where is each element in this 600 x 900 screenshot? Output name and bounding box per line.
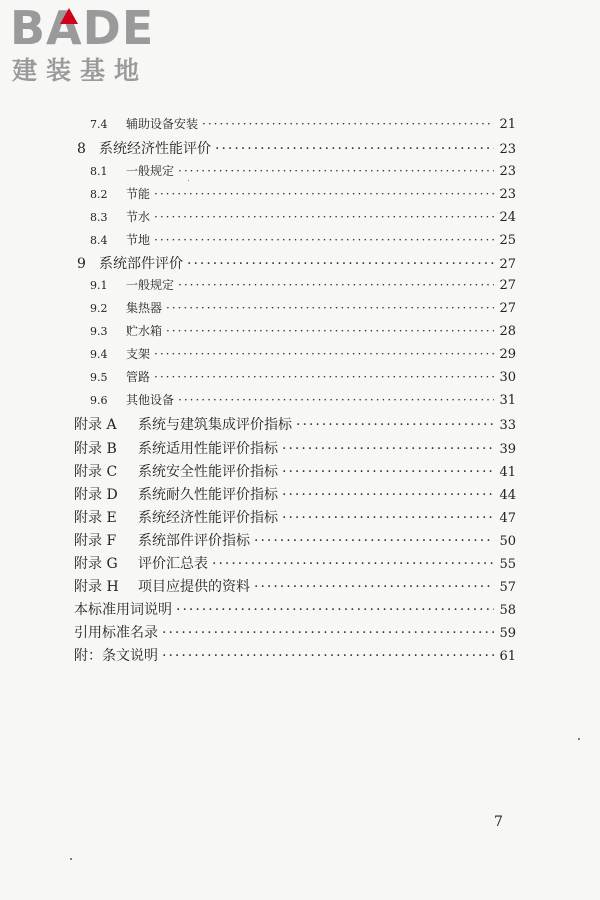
toc-title: 系统适用性能评价指标: [138, 441, 278, 457]
toc-page: 59: [499, 626, 516, 641]
toc-title: 一般规定: [126, 278, 175, 292]
toc-row[interactable]: [90, 276, 516, 296]
toc-page: 24: [499, 210, 516, 225]
toc-number: 8.2: [90, 188, 108, 201]
toc-leader: [154, 370, 494, 384]
toc-page: 55: [499, 557, 516, 572]
toc-page: 58: [499, 603, 516, 618]
toc-row[interactable]: [74, 414, 516, 434]
toc-row[interactable]: [74, 484, 516, 504]
toc-page: 23: [499, 164, 516, 179]
toc-leader: [162, 648, 494, 664]
toc-page: 23: [499, 187, 516, 202]
toc-page: 47: [499, 511, 516, 526]
toc-row[interactable]: [74, 553, 516, 573]
toc-row[interactable]: [74, 461, 516, 481]
toc-title: 引用标准名录: [74, 625, 158, 641]
toc-page: 27: [499, 278, 516, 293]
toc-number: 7.4: [90, 118, 108, 131]
toc-title: 系统部件评价: [99, 256, 183, 272]
toc-row[interactable]: [74, 645, 516, 665]
toc-number: 附录 H: [74, 579, 119, 595]
toc-title: 辅助设备安装: [126, 117, 199, 131]
toc-row[interactable]: [90, 185, 516, 205]
toc-row[interactable]: [74, 530, 516, 550]
scan-speck: [188, 180, 189, 181]
toc-row[interactable]: [77, 253, 516, 273]
toc-title: 系统部件评价指标: [138, 533, 250, 549]
toc-title: 支架: [126, 347, 151, 361]
toc-row[interactable]: [77, 138, 516, 158]
toc-row[interactable]: [90, 208, 516, 228]
toc-page: 57: [499, 580, 516, 595]
toc-title: 本标准用词说明: [74, 602, 172, 618]
toc-row[interactable]: [90, 115, 516, 135]
toc-leader: [282, 441, 494, 457]
toc-leader: [254, 533, 494, 549]
logo-word: BADE: [10, 1, 155, 55]
toc-leader: [166, 301, 494, 315]
toc-row[interactable]: [90, 368, 516, 388]
toc-leader: [176, 602, 494, 618]
toc-row[interactable]: [90, 322, 516, 342]
toc-number: 9.3: [90, 325, 108, 338]
toc-title: 管路: [126, 370, 151, 384]
scan-speck: [70, 858, 72, 860]
toc-number: 附录 E: [74, 510, 117, 526]
toc-number: 8.3: [90, 211, 108, 224]
toc-leader: [154, 233, 494, 247]
toc-leader: [282, 487, 494, 503]
toc-title: 项目应提供的资料: [138, 579, 250, 595]
bade-logo: [6, 2, 176, 86]
toc-row[interactable]: [90, 391, 516, 411]
toc-page: 50: [499, 534, 516, 549]
toc-leader: [282, 510, 494, 526]
page-number: 7: [494, 814, 503, 830]
toc-number: 附录 D: [74, 487, 118, 503]
toc-number: 9.4: [90, 348, 108, 361]
toc-page: 27: [499, 257, 516, 272]
toc-leader: [154, 347, 494, 361]
toc-leader: [178, 278, 494, 292]
toc-number: 附录 G: [74, 556, 118, 572]
toc-page: 27: [499, 301, 516, 316]
toc-title: 附：条文说明: [74, 648, 158, 664]
toc-page: 61: [499, 649, 516, 664]
toc-page: 21: [499, 117, 516, 132]
toc-leader: [187, 256, 494, 272]
toc-number: 8.4: [90, 234, 108, 247]
toc-title: 系统耐久性能评价指标: [138, 487, 278, 503]
toc-title: 系统安全性能评价指标: [138, 464, 278, 480]
toc-title: 系统与建筑集成评价指标: [138, 417, 292, 433]
toc-page: 33: [499, 418, 516, 433]
toc-page: 23: [499, 142, 516, 157]
toc-leader: [254, 579, 494, 595]
toc-title: 评价汇总表: [138, 556, 208, 572]
toc-page: 44: [499, 488, 516, 503]
toc-leader: [166, 324, 494, 338]
toc-leader: [215, 141, 494, 157]
toc-page: 29: [499, 347, 516, 362]
toc-title: 节地: [126, 233, 151, 247]
toc-leader: [202, 117, 494, 131]
toc-leader: [296, 417, 494, 433]
toc-leader: [154, 187, 494, 201]
logo-accent-triangle: [60, 8, 78, 24]
toc-number: 附录 B: [74, 441, 117, 457]
toc-number: 8: [77, 141, 86, 157]
toc-number: 9.1: [90, 279, 108, 292]
toc-leader: [282, 464, 494, 480]
toc-leader: [178, 164, 494, 178]
toc-row[interactable]: [90, 231, 516, 251]
toc-title: 其他设备: [126, 393, 175, 407]
toc-title: 一般规定: [126, 164, 175, 178]
toc-title: 贮水箱: [126, 324, 163, 338]
toc-title: 节水: [126, 210, 151, 224]
toc-number: 附录 A: [74, 417, 117, 433]
toc-page: 30: [499, 370, 516, 385]
toc-row[interactable]: [74, 438, 516, 458]
toc-title: 系统经济性能评价指标: [138, 510, 278, 526]
toc-title: 集热器: [126, 301, 163, 315]
toc-title: 节能: [126, 187, 151, 201]
toc-number: 8.1: [90, 165, 108, 178]
toc-row[interactable]: [90, 162, 516, 182]
toc-row[interactable]: [90, 345, 516, 365]
scan-speck: [578, 738, 580, 740]
toc-page: 41: [499, 465, 516, 480]
toc-leader: [212, 556, 494, 572]
toc-title: 系统经济性能评价: [99, 141, 211, 157]
toc-row[interactable]: [74, 576, 516, 596]
toc-number: 9.2: [90, 302, 108, 315]
toc-row[interactable]: [90, 299, 516, 319]
toc-number: 9.5: [90, 371, 108, 384]
toc-row[interactable]: [74, 507, 516, 527]
toc-number: 附录 C: [74, 464, 118, 480]
toc-row[interactable]: [74, 622, 516, 642]
toc-page: 25: [499, 233, 516, 248]
toc-leader: [154, 210, 494, 224]
toc-number: 附录 F: [74, 533, 117, 549]
toc-leader: [178, 393, 494, 407]
toc-page: 31: [499, 393, 516, 408]
toc-row[interactable]: [74, 599, 516, 619]
toc-page: 28: [499, 324, 516, 339]
toc-page: 39: [499, 442, 516, 457]
logo-chinese: 建装基地: [12, 56, 149, 85]
toc-number: 9.6: [90, 394, 108, 407]
toc-leader: [162, 625, 494, 641]
toc-number: 9: [77, 256, 86, 272]
